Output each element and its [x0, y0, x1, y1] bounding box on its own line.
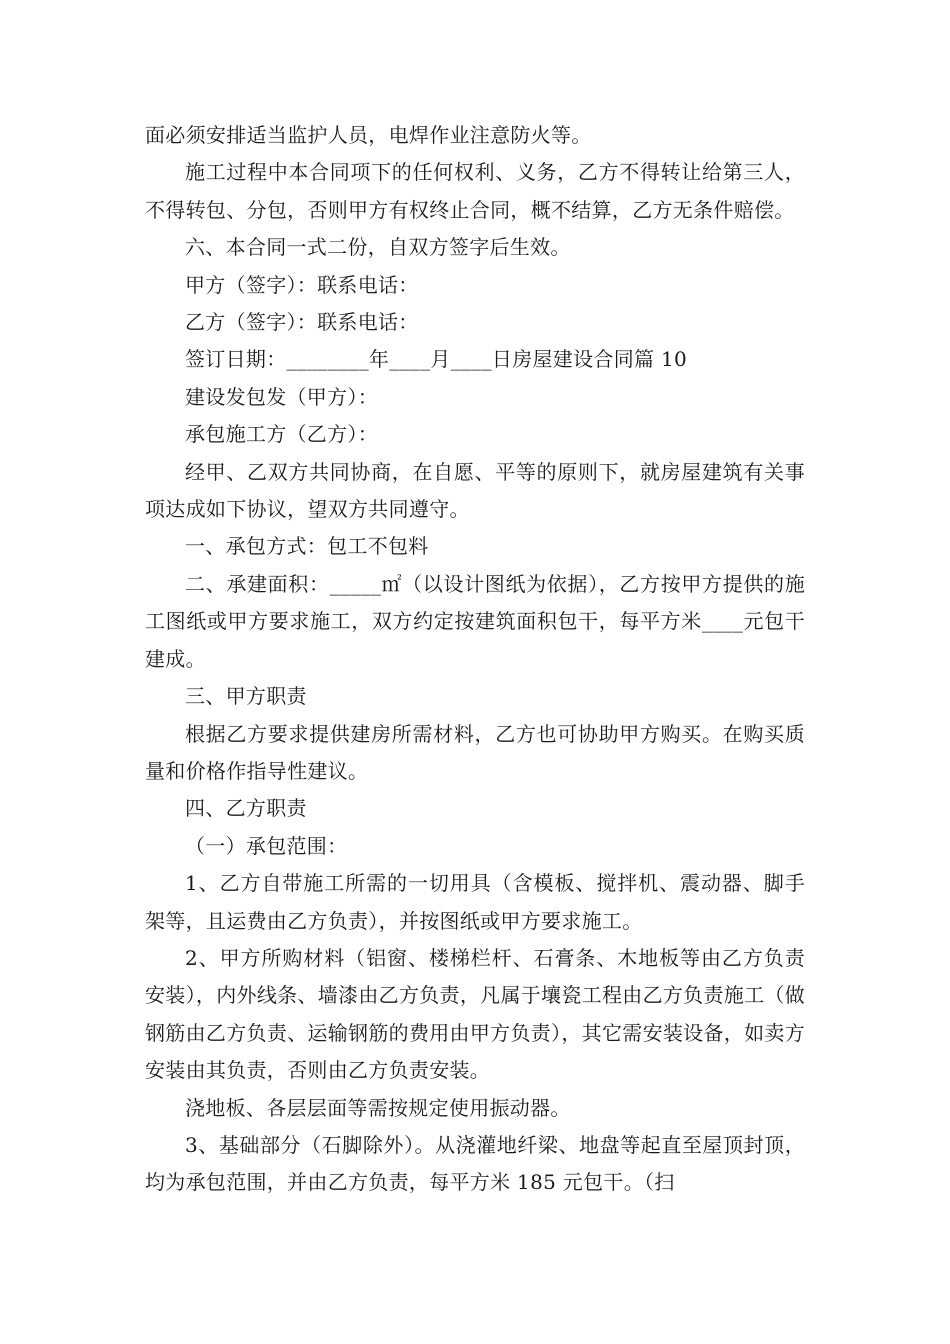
- paragraph: 四、乙方职责: [185, 796, 307, 821]
- document-body: [145, 117, 805, 1202]
- paragraph: 浇地板、各层层面等需按规定使用振动器。: [185, 1095, 571, 1120]
- paragraph: 一、承包方式：包工不包料: [185, 534, 429, 559]
- paragraph: 3、基础部分（石脚除外）。从浇灌地纤梁、地盘等起直至屋顶封顶，均为承包范围，并由乙方负责，每平方米 185 元包干。（扫: [145, 1132, 805, 1195]
- paragraph: 承包施工方（乙方）：: [185, 422, 378, 447]
- paragraph: 甲方（签字）：联系电话：: [185, 272, 419, 297]
- paragraph: 乙方（签字）：联系电话：: [185, 310, 419, 335]
- paragraph: 签订日期：________年____月____日房屋建设合同篇 10: [185, 347, 688, 372]
- paragraph: 2、甲方所购材料（铝窗、楼梯栏杆、石膏条、木地板等由乙方负责安装），内外线条、墙漆由乙方负责，凡属于壤瓷工程由乙方负责施工（做钢筋由乙方负责、运输钢筋的费用由甲方负责），其它需安装设备，如卖方安装由其负责，否则由乙方负责安装。: [145, 945, 805, 1083]
- paragraph: 二、承建面积：_____㎡（以设计图纸为依据），乙方按甲方提供的施工图纸或甲方要求施工，双方约定按建筑面积包干，每平方米____元包干建成。: [145, 571, 805, 671]
- paragraph: 三、甲方职责: [185, 684, 307, 709]
- paragraph: 经甲、乙双方共同协商，在自愿、平等的原则下，就房屋建筑有关事项达成如下协议，望双方共同遵守。: [145, 459, 805, 522]
- paragraph: 1、乙方自带施工所需的一切用具（含模板、搅拌机、震动器、脚手架等，且运费由乙方负责），并按图纸或甲方要求施工。: [145, 871, 805, 933]
- paragraph: （一）承包范围：: [185, 833, 348, 858]
- paragraph: 施工过程中本合同项下的任何权利、义务，乙方不得转让给第三人，不得转包、分包，否则甲方有权终止合同，概不结算，乙方无条件赔偿。: [145, 160, 805, 222]
- paragraph: 六、本合同一式二份，自双方签字后生效。: [185, 235, 571, 260]
- paragraph: 建设发包发（甲方）：: [185, 384, 378, 409]
- paragraph: 面必须安排适当监护人员，电焊作业注意防火等。: [145, 123, 592, 147]
- paragraph: 根据乙方要求提供建房所需材料，乙方也可协助甲方购买。在购买质量和价格作指导性建议。: [145, 721, 805, 783]
